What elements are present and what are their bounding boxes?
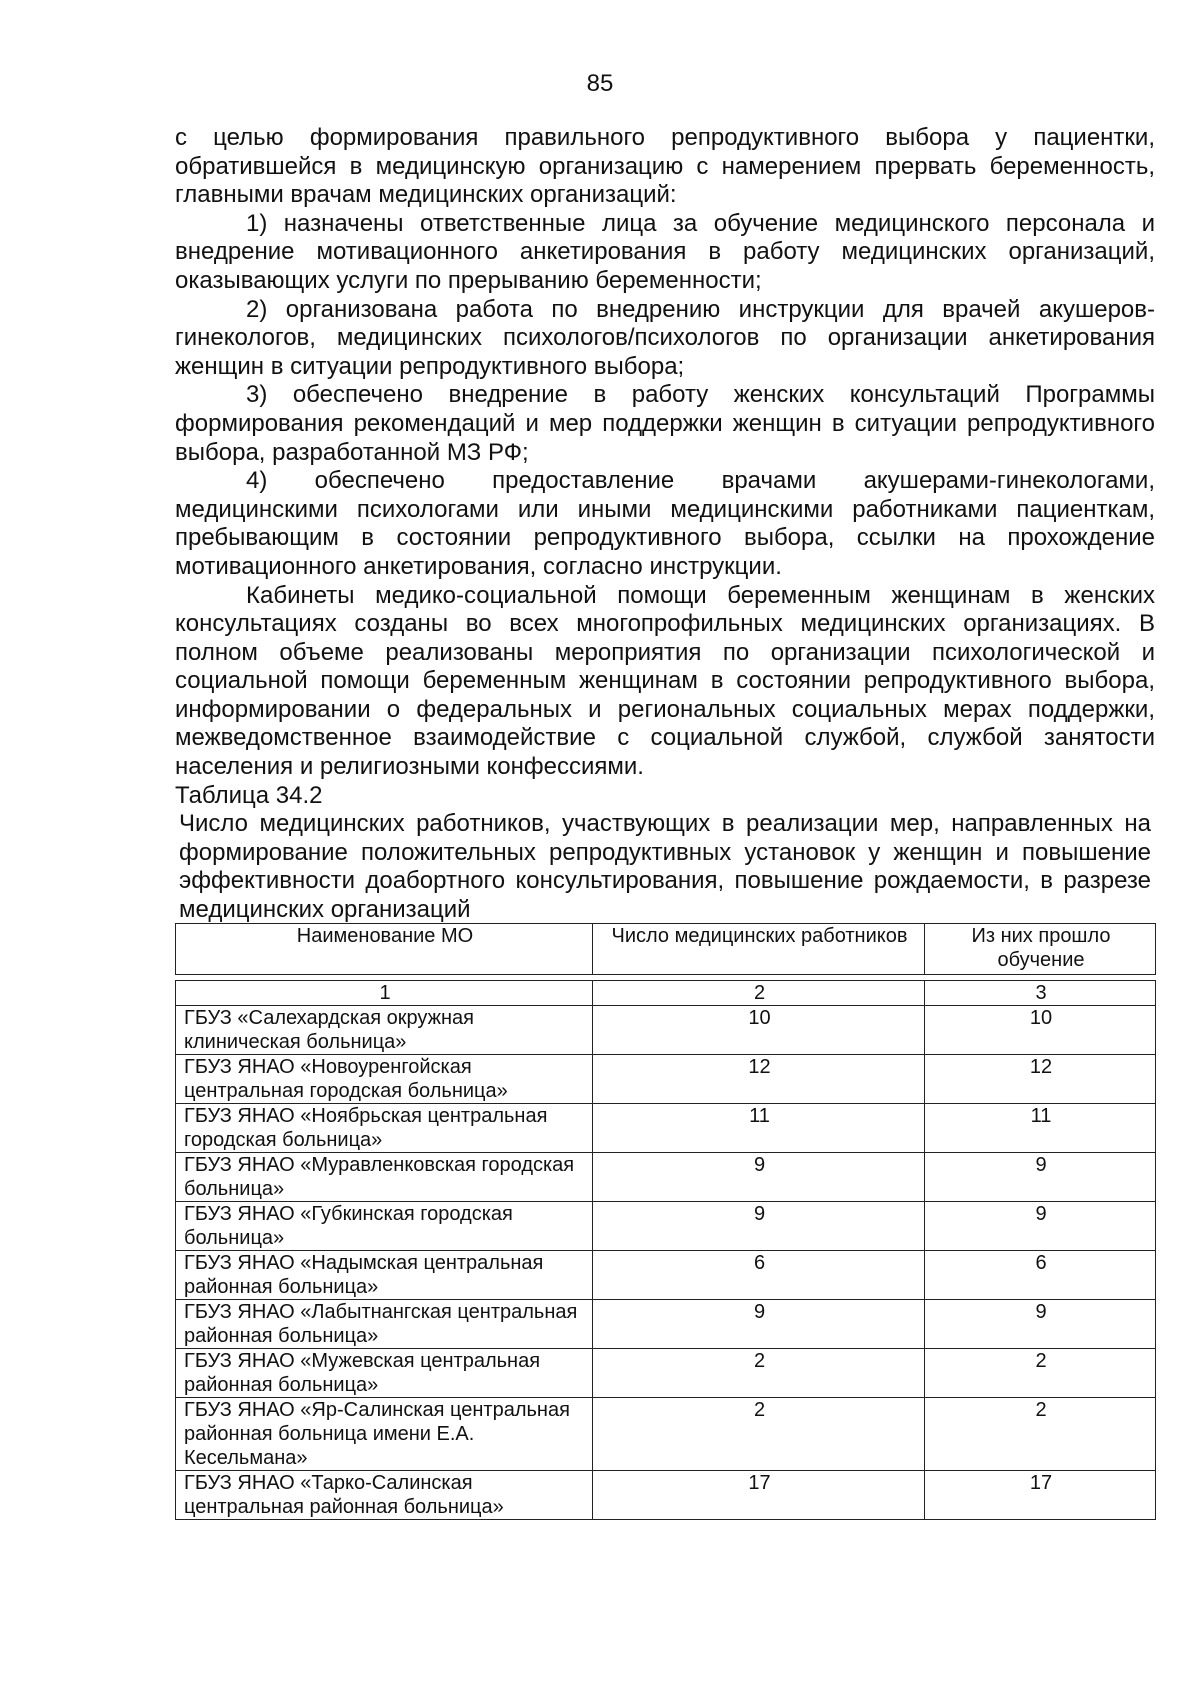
header-trained-count: Из них прошло обучение: [925, 923, 1156, 974]
trained-cell: 17: [925, 1470, 1156, 1519]
column-number-row: [176, 980, 1156, 1005]
document-body: [175, 124, 1155, 1520]
trained-cell: 6: [925, 1250, 1156, 1299]
workers-cell: 9: [593, 1299, 925, 1348]
header-workers-count: Число медицинских работников: [593, 923, 925, 974]
table-row: [176, 1201, 1156, 1250]
table-label: Таблица 34.2: [175, 781, 323, 809]
page-number: 85: [586, 70, 614, 97]
mo-name-cell: ГБУЗ ЯНАО «Яр-Салинская центральная районная больница имени Е.А. Кесельмана»: [176, 1397, 593, 1470]
table-row: [176, 1470, 1156, 1519]
table-row: [176, 1299, 1156, 1348]
trained-cell: 12: [925, 1054, 1156, 1103]
workers-cell: 6: [593, 1250, 925, 1299]
mo-name-cell: ГБУЗ ЯНАО «Муравленковская городская больница»: [176, 1152, 593, 1201]
workers-cell: 2: [593, 1397, 925, 1470]
mo-name-cell: ГБУЗ ЯНАО «Тарко-Салинская центральная районная больница»: [176, 1470, 593, 1519]
column-number: 3: [925, 980, 1156, 1005]
workers-cell: 11: [593, 1103, 925, 1152]
table-row: [176, 1348, 1156, 1397]
mo-name-cell: ГБУЗ ЯНАО «Лабытнангская центральная районная больница»: [176, 1299, 593, 1348]
paragraph: 2) организована работа по внедрению инструкции для врачей акушеров-гинекологов, медицинских психологов/психологов по организации анкетирования женщин в ситуации репродуктивного выбора;: [175, 295, 1155, 380]
trained-cell: 2: [925, 1397, 1156, 1470]
trained-cell: 10: [925, 1005, 1156, 1054]
workers-cell: 12: [593, 1054, 925, 1103]
trained-cell: 11: [925, 1103, 1156, 1152]
table-header-row: [176, 923, 1156, 974]
table-row: [176, 1250, 1156, 1299]
trained-cell: 9: [925, 1201, 1156, 1250]
mo-name-cell: ГБУЗ ЯНАО «Новоуренгойская центральная городская больница»: [176, 1054, 593, 1103]
table-row: [176, 1005, 1156, 1054]
mo-name-cell: ГБУЗ «Салехардская окружная клиническая больница»: [176, 1005, 593, 1054]
paragraph: с целью формирования правильного репродуктивного выбора у пациентки, обратившейся в медицинскую организацию с намерением прервать беременность, главными врачам медицинских организаций:: [175, 124, 1155, 209]
trained-cell: 2: [925, 1348, 1156, 1397]
trained-cell: 9: [925, 1152, 1156, 1201]
header-mo-name: Наименование МО: [176, 923, 593, 974]
mo-name-cell: ГБУЗ ЯНАО «Надымская центральная районная больница»: [176, 1250, 593, 1299]
mo-name-cell: ГБУЗ ЯНАО «Ноябрьская центральная городская больница»: [176, 1103, 593, 1152]
data-table: [175, 923, 1156, 1520]
workers-cell: 10: [593, 1005, 925, 1054]
workers-cell: 2: [593, 1348, 925, 1397]
workers-cell: 17: [593, 1470, 925, 1519]
table-row: [176, 1152, 1156, 1201]
table-row: [176, 1103, 1156, 1152]
paragraph: 1) назначены ответственные лица за обучение медицинского персонала и внедрение мотивационного анкетирования в работу медицинских организаций, оказывающих услуги по прерыванию беременности;: [175, 209, 1155, 294]
paragraph: Кабинеты медико-социальной помощи беременным женщинам в женских консультациях созданы во всех многопрофильных медицинских организациях. В полном объеме реализованы мероприятия по организации психологической и социальной помощи беременным женщинам в состоянии репродуктивного выбора, информировании о федеральных и региональных социальных мерах поддержки, межведомственное взаимодействие с социальной службой, службой занятости населения и религиозными конфессиями.: [175, 581, 1155, 781]
column-number: 2: [593, 980, 925, 1005]
mo-name-cell: ГБУЗ ЯНАО «Мужевская центральная районная больница»: [176, 1348, 593, 1397]
paragraph: 3) обеспечено внедрение в работу женских консультаций Программы формирования рекомендаций и мер поддержки женщин в ситуации репродуктивного выбора, разработанной МЗ РФ;: [175, 381, 1155, 466]
paragraph: 4) обеспечено предоставление врачами акушерами-гинекологами, медицинскими психологами или иными медицинскими работниками пациенткам, пребывающим в состоянии репродуктивного выбора, ссылки на прохождение мотивационного анкетирования, согласно инструкции.: [175, 467, 1155, 580]
column-number: 1: [176, 980, 593, 1005]
trained-cell: 9: [925, 1299, 1156, 1348]
table-caption: Число медицинских работников, участвующих в реализации мер, направленных на формирование положительных репродуктивных установок у женщин и повышение эффективности доабортного консультирования, повышение рождаемости, в разрезе медицинских организаций: [179, 810, 1151, 924]
table-row: [176, 1054, 1156, 1103]
table-row: [176, 1397, 1156, 1470]
workers-cell: 9: [593, 1152, 925, 1201]
workers-cell: 9: [593, 1201, 925, 1250]
mo-name-cell: ГБУЗ ЯНАО «Губкинская городская больница»: [176, 1201, 593, 1250]
